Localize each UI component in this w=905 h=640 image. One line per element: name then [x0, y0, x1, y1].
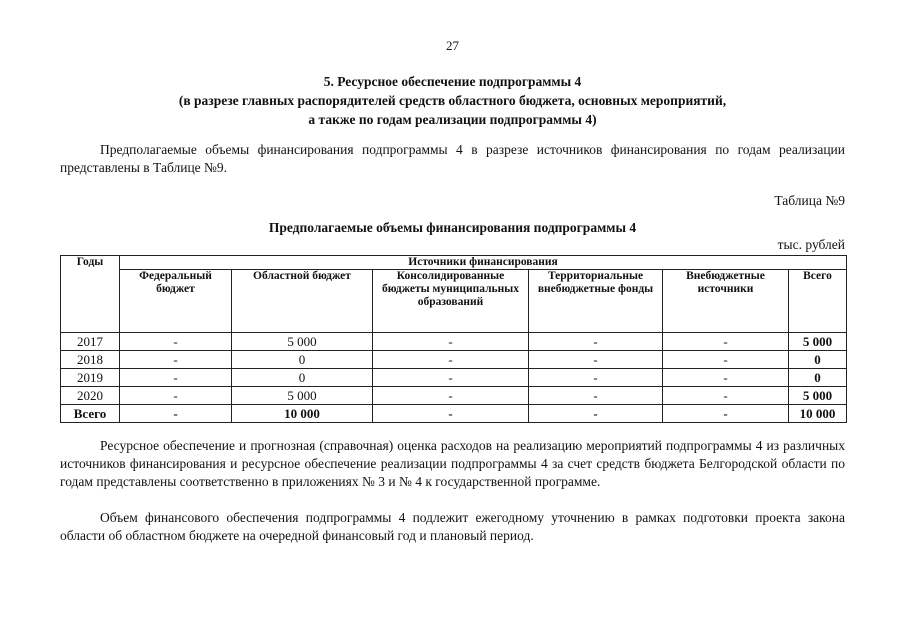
table-row: [61, 369, 847, 387]
cell-value: -: [529, 351, 663, 369]
cell-value: -: [120, 351, 232, 369]
cell-value: 0: [789, 369, 847, 387]
cell-value: -: [120, 405, 232, 423]
cell-value: -: [663, 369, 789, 387]
table-body: [61, 333, 847, 423]
page-number: 27: [446, 38, 459, 53]
header-sources: Источники финансирования: [120, 256, 847, 270]
cell-year: 2017: [61, 333, 120, 351]
cell-year: 2018: [61, 351, 120, 369]
intro-paragraph: Предполагаемые объемы финансирования подпрограммы 4 в разрезе источников финансирования по годам реализации представлены в Таблице №9.: [60, 142, 845, 175]
header-federal: Федеральный бюджет: [120, 270, 232, 333]
financing-table: [60, 255, 847, 423]
paragraph-volume: Объем финансового обеспечения подпрограммы 4 подлежит ежегодному уточнению в рамках подготовки проекта закона области об областном бюджете на очередной финансовый год и плановый период.: [60, 510, 845, 543]
table-row: [61, 405, 847, 423]
cell-value: 10 000: [789, 405, 847, 423]
cell-value: 5 000: [232, 387, 373, 405]
cell-value: -: [373, 387, 529, 405]
table-header-row-1: [61, 256, 847, 270]
cell-value: 5 000: [789, 333, 847, 351]
cell-year: 2020: [61, 387, 120, 405]
cell-value: -: [120, 387, 232, 405]
cell-value: 5 000: [789, 387, 847, 405]
cell-value: -: [663, 351, 789, 369]
table-row: [61, 387, 847, 405]
header-municipal: Консолидированные бюджеты муниципальных образований: [373, 270, 529, 333]
cell-value: 0: [232, 369, 373, 387]
table-label: Таблица №9: [774, 193, 845, 208]
table-row: [61, 351, 847, 369]
header-territorial-funds: Территориальные внебюджетные фонды: [529, 270, 663, 333]
section-title-line-3: а также по годам реализации подпрограммы 4): [308, 112, 597, 127]
cell-value: -: [120, 333, 232, 351]
section-title: [60, 72, 845, 129]
cell-value: -: [373, 405, 529, 423]
section-title-line-2: (в разрезе главных распорядителей средств областного бюджета, основных мероприятий,: [178, 93, 727, 108]
cell-value: -: [529, 387, 663, 405]
table-header-row-2: [61, 270, 847, 333]
cell-value: 0: [232, 351, 373, 369]
section-title-line-1: 5. Ресурсное обеспечение подпрограммы 4: [323, 74, 582, 89]
header-years: Годы: [61, 256, 120, 333]
cell-year: 2019: [61, 369, 120, 387]
cell-value: -: [373, 369, 529, 387]
header-total: Всего: [789, 270, 847, 333]
table-units: тыс. рублей: [777, 237, 845, 252]
cell-value: 10 000: [232, 405, 373, 423]
cell-value: -: [373, 333, 529, 351]
cell-value: -: [120, 369, 232, 387]
header-extrabudgetary: Внебюджетные источники: [663, 270, 789, 333]
table-row: [61, 333, 847, 351]
cell-value: 0: [789, 351, 847, 369]
cell-value: -: [529, 333, 663, 351]
cell-value: -: [663, 333, 789, 351]
cell-value: -: [663, 387, 789, 405]
cell-value: -: [373, 351, 529, 369]
header-regional: Областной бюджет: [232, 270, 373, 333]
cell-year: Всего: [61, 405, 120, 423]
paragraph-resources: Ресурсное обеспечение и прогнозная (справочная) оценка расходов на реализацию мероприятий подпрограммы 4 из различных источников финансирования и ресурсное обеспечение реализации подпрограммы 4 за счет средств бюджета Белгородской области по годам представлены соответственно в приложениях № 3 и № 4 к государственной программе.: [60, 438, 845, 489]
cell-value: 5 000: [232, 333, 373, 351]
cell-value: -: [529, 405, 663, 423]
cell-value: -: [529, 369, 663, 387]
cell-value: -: [663, 405, 789, 423]
table-title: Предполагаемые объемы финансирования подпрограммы 4: [268, 220, 637, 235]
